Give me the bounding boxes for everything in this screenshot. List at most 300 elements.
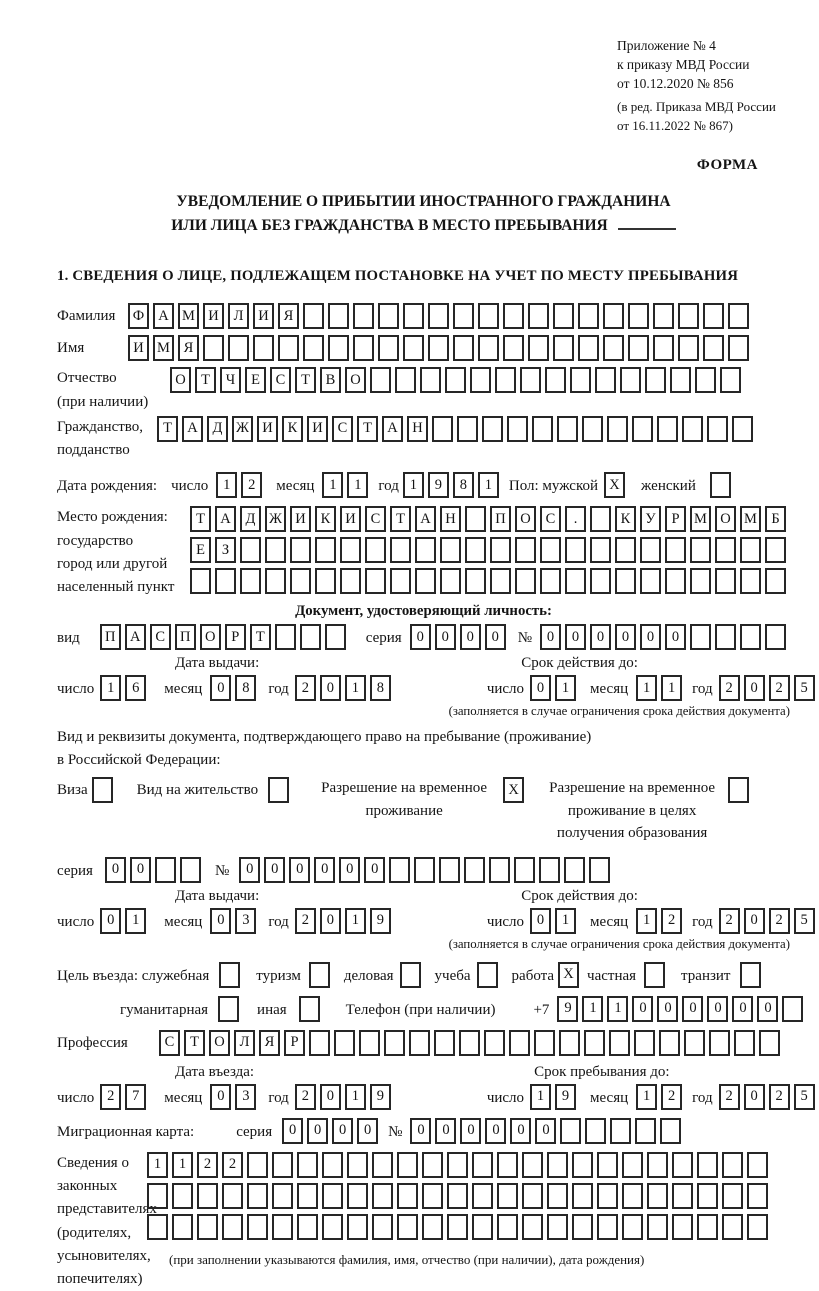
form-cell[interactable]	[172, 1183, 193, 1209]
form-cell[interactable]	[247, 1214, 268, 1240]
permit-issue-month-cells[interactable]	[210, 908, 260, 934]
form-cell[interactable]: 0	[744, 908, 765, 934]
form-cell[interactable]	[397, 1214, 418, 1240]
form-cell[interactable]	[540, 568, 561, 594]
form-cell[interactable]	[628, 303, 649, 329]
birth-month-cells[interactable]	[322, 472, 372, 498]
form-cell[interactable]	[432, 416, 453, 442]
form-cell[interactable]	[684, 1030, 705, 1056]
form-cell[interactable]	[670, 367, 691, 393]
form-cell[interactable]: А	[215, 506, 236, 532]
form-cell[interactable]	[378, 335, 399, 361]
form-cell[interactable]: 2	[769, 908, 790, 934]
doc-issue-month-cells[interactable]	[210, 675, 260, 701]
form-cell[interactable]	[439, 857, 460, 883]
form-cell[interactable]: .	[565, 506, 586, 532]
form-cell[interactable]	[690, 624, 711, 650]
form-cell[interactable]: 0	[210, 908, 231, 934]
form-cell[interactable]: И	[340, 506, 361, 532]
form-cell[interactable]: П	[100, 624, 121, 650]
form-cell[interactable]	[728, 777, 749, 803]
form-cell[interactable]: 0	[590, 624, 611, 650]
form-cell[interactable]	[147, 1183, 168, 1209]
form-cell[interactable]	[172, 1214, 193, 1240]
form-cell[interactable]: 0	[435, 1118, 456, 1144]
form-cell[interactable]	[584, 1030, 605, 1056]
form-cell[interactable]	[322, 1183, 343, 1209]
form-cell[interactable]: Т	[190, 506, 211, 532]
form-cell[interactable]	[722, 1214, 743, 1240]
form-cell[interactable]: 1	[125, 908, 146, 934]
form-cell[interactable]	[522, 1152, 543, 1178]
form-cell[interactable]	[647, 1214, 668, 1240]
form-cell[interactable]	[447, 1152, 468, 1178]
form-cell[interactable]: 0	[640, 624, 661, 650]
form-cell[interactable]: 9	[370, 908, 391, 934]
form-cell[interactable]	[322, 1214, 343, 1240]
surname-cells[interactable]	[128, 303, 753, 329]
entry-month-cells[interactable]	[210, 1084, 260, 1110]
form-cell[interactable]: 0	[732, 996, 753, 1022]
form-cell[interactable]	[395, 367, 416, 393]
profession-cells[interactable]	[159, 1030, 784, 1056]
form-cell[interactable]: Л	[228, 303, 249, 329]
form-cell[interactable]: С	[365, 506, 386, 532]
form-cell[interactable]	[472, 1214, 493, 1240]
form-cell[interactable]: 5	[794, 1084, 815, 1110]
form-cell[interactable]	[397, 1183, 418, 1209]
form-cell[interactable]	[390, 537, 411, 563]
form-cell[interactable]: 0	[615, 624, 636, 650]
form-cell[interactable]: X	[503, 777, 524, 803]
form-cell[interactable]: О	[200, 624, 221, 650]
form-cell[interactable]	[447, 1214, 468, 1240]
form-cell[interactable]	[532, 416, 553, 442]
form-cell[interactable]: Ж	[265, 506, 286, 532]
form-cell[interactable]	[372, 1183, 393, 1209]
form-cell[interactable]: 0	[210, 675, 231, 701]
name-cells[interactable]	[128, 335, 753, 361]
form-cell[interactable]: М	[690, 506, 711, 532]
form-cell[interactable]	[297, 1214, 318, 1240]
form-cell[interactable]	[553, 303, 574, 329]
form-cell[interactable]	[644, 962, 665, 988]
form-cell[interactable]	[622, 1152, 643, 1178]
form-cell[interactable]: Т	[357, 416, 378, 442]
form-cell[interactable]	[203, 335, 224, 361]
form-cell[interactable]	[672, 1214, 693, 1240]
temp-residence-edu-checkbox[interactable]	[728, 777, 753, 803]
form-cell[interactable]	[515, 537, 536, 563]
form-cell[interactable]	[422, 1214, 443, 1240]
purpose-official-checkbox[interactable]	[219, 962, 244, 988]
form-cell[interactable]	[560, 1118, 581, 1144]
representatives-row2-cells[interactable]	[147, 1183, 772, 1209]
form-cell[interactable]: 1	[607, 996, 628, 1022]
purpose-tourism-checkbox[interactable]	[309, 962, 334, 988]
permit-issue-day-cells[interactable]	[100, 908, 150, 934]
form-cell[interactable]	[465, 537, 486, 563]
form-cell[interactable]	[490, 568, 511, 594]
form-cell[interactable]: 2	[222, 1152, 243, 1178]
form-cell[interactable]	[422, 1152, 443, 1178]
sex-female-checkbox[interactable]	[710, 472, 735, 498]
form-cell[interactable]	[265, 568, 286, 594]
form-cell[interactable]	[389, 857, 410, 883]
form-cell[interactable]	[464, 857, 485, 883]
form-cell[interactable]	[528, 303, 549, 329]
form-cell[interactable]	[660, 1118, 681, 1144]
form-cell[interactable]: 1	[345, 675, 366, 701]
form-cell[interactable]	[765, 624, 786, 650]
form-cell[interactable]	[765, 568, 786, 594]
temp-residence-checkbox[interactable]	[503, 777, 528, 803]
form-cell[interactable]	[607, 416, 628, 442]
form-cell[interactable]	[665, 537, 686, 563]
form-cell[interactable]: 9	[555, 1084, 576, 1110]
form-cell[interactable]	[240, 568, 261, 594]
form-cell[interactable]: 1	[636, 908, 657, 934]
form-cell[interactable]: 0	[410, 624, 431, 650]
form-cell[interactable]	[347, 1183, 368, 1209]
form-cell[interactable]	[495, 367, 516, 393]
form-cell[interactable]	[640, 568, 661, 594]
form-cell[interactable]	[603, 335, 624, 361]
form-cell[interactable]: 2	[719, 1084, 740, 1110]
form-cell[interactable]: С	[540, 506, 561, 532]
form-cell[interactable]: О	[515, 506, 536, 532]
form-cell[interactable]	[707, 416, 728, 442]
form-cell[interactable]	[428, 303, 449, 329]
form-cell[interactable]	[732, 416, 753, 442]
form-cell[interactable]	[728, 303, 749, 329]
form-cell[interactable]	[215, 568, 236, 594]
form-cell[interactable]	[478, 335, 499, 361]
form-cell[interactable]	[722, 1183, 743, 1209]
form-cell[interactable]: 2	[719, 675, 740, 701]
form-cell[interactable]: 2	[100, 1084, 121, 1110]
form-cell[interactable]: 2	[295, 908, 316, 934]
form-cell[interactable]	[609, 1030, 630, 1056]
form-cell[interactable]	[620, 367, 641, 393]
form-cell[interactable]	[570, 367, 591, 393]
form-cell[interactable]: 2	[241, 472, 262, 498]
form-cell[interactable]	[299, 996, 320, 1022]
form-cell[interactable]	[697, 1183, 718, 1209]
form-cell[interactable]: 1	[345, 908, 366, 934]
form-cell[interactable]: Т	[250, 624, 271, 650]
doc-valid-month-cells[interactable]	[636, 675, 686, 701]
form-cell[interactable]	[509, 1030, 530, 1056]
form-cell[interactable]	[634, 1030, 655, 1056]
form-cell[interactable]	[347, 1152, 368, 1178]
form-cell[interactable]	[503, 303, 524, 329]
form-cell[interactable]	[428, 335, 449, 361]
form-cell[interactable]	[547, 1183, 568, 1209]
form-cell[interactable]	[740, 962, 761, 988]
form-cell[interactable]	[615, 568, 636, 594]
form-cell[interactable]	[590, 568, 611, 594]
form-cell[interactable]: 1	[172, 1152, 193, 1178]
form-cell[interactable]	[268, 777, 289, 803]
form-cell[interactable]: И	[128, 335, 149, 361]
form-cell[interactable]: 0	[707, 996, 728, 1022]
form-cell[interactable]	[190, 568, 211, 594]
form-cell[interactable]: 1	[403, 472, 424, 498]
form-cell[interactable]	[715, 624, 736, 650]
form-cell[interactable]	[303, 335, 324, 361]
form-cell[interactable]: 0	[100, 908, 121, 934]
form-cell[interactable]: У	[640, 506, 661, 532]
form-cell[interactable]	[657, 416, 678, 442]
form-cell[interactable]	[297, 1183, 318, 1209]
form-cell[interactable]: Л	[234, 1030, 255, 1056]
form-cell[interactable]: 8	[453, 472, 474, 498]
form-cell[interactable]: 8	[370, 675, 391, 701]
form-cell[interactable]	[322, 1152, 343, 1178]
form-cell[interactable]: М	[740, 506, 761, 532]
form-cell[interactable]	[615, 537, 636, 563]
form-cell[interactable]	[547, 1152, 568, 1178]
form-cell[interactable]: В	[320, 367, 341, 393]
form-cell[interactable]	[597, 1214, 618, 1240]
doc-issue-year-cells[interactable]	[295, 675, 395, 701]
form-cell[interactable]: 0	[535, 1118, 556, 1144]
form-cell[interactable]: 0	[282, 1118, 303, 1144]
form-cell[interactable]: 0	[339, 857, 360, 883]
doc-series-cells[interactable]	[410, 624, 510, 650]
form-cell[interactable]: 0	[210, 1084, 231, 1110]
form-cell[interactable]: Е	[190, 537, 211, 563]
form-cell[interactable]	[697, 1214, 718, 1240]
form-cell[interactable]	[489, 857, 510, 883]
purpose-humanitarian-checkbox[interactable]	[218, 996, 243, 1022]
form-cell[interactable]	[272, 1214, 293, 1240]
form-cell[interactable]	[645, 367, 666, 393]
form-cell[interactable]	[415, 568, 436, 594]
form-cell[interactable]	[219, 962, 240, 988]
form-cell[interactable]	[590, 537, 611, 563]
form-cell[interactable]	[484, 1030, 505, 1056]
form-cell[interactable]: 0	[757, 996, 778, 1022]
form-cell[interactable]: К	[615, 506, 636, 532]
permit-valid-year-cells[interactable]	[719, 908, 819, 934]
form-cell[interactable]: Р	[284, 1030, 305, 1056]
form-cell[interactable]	[482, 416, 503, 442]
form-cell[interactable]	[465, 506, 486, 532]
form-cell[interactable]: 0	[460, 1118, 481, 1144]
permit-valid-day-cells[interactable]	[530, 908, 580, 934]
form-cell[interactable]: 0	[320, 908, 341, 934]
form-cell[interactable]	[622, 1214, 643, 1240]
form-cell[interactable]	[275, 624, 296, 650]
form-cell[interactable]	[678, 335, 699, 361]
form-cell[interactable]: 2	[769, 1084, 790, 1110]
form-cell[interactable]: 1	[100, 675, 121, 701]
form-cell[interactable]	[372, 1214, 393, 1240]
birthplace-row1-cells[interactable]	[190, 506, 790, 532]
form-cell[interactable]: 0	[264, 857, 285, 883]
purpose-transit-checkbox[interactable]	[740, 962, 765, 988]
form-cell[interactable]	[553, 335, 574, 361]
permit-series-cells[interactable]	[105, 857, 205, 883]
form-cell[interactable]: 0	[364, 857, 385, 883]
form-cell[interactable]: 2	[197, 1152, 218, 1178]
form-cell[interactable]: 1	[555, 675, 576, 701]
birthplace-row2-cells[interactable]	[190, 537, 790, 563]
form-cell[interactable]: 1	[478, 472, 499, 498]
form-cell[interactable]	[747, 1183, 768, 1209]
form-cell[interactable]: 3	[235, 908, 256, 934]
form-cell[interactable]	[515, 568, 536, 594]
form-cell[interactable]	[740, 537, 761, 563]
form-cell[interactable]	[290, 568, 311, 594]
form-cell[interactable]	[477, 962, 498, 988]
form-cell[interactable]	[390, 568, 411, 594]
form-cell[interactable]: Д	[207, 416, 228, 442]
form-cell[interactable]	[653, 335, 674, 361]
form-cell[interactable]	[585, 1118, 606, 1144]
purpose-study-checkbox[interactable]	[477, 962, 502, 988]
form-cell[interactable]: 0	[744, 1084, 765, 1110]
form-cell[interactable]: 9	[428, 472, 449, 498]
form-cell[interactable]	[415, 537, 436, 563]
form-cell[interactable]	[695, 367, 716, 393]
form-cell[interactable]	[547, 1214, 568, 1240]
form-cell[interactable]	[459, 1030, 480, 1056]
form-cell[interactable]: 8	[235, 675, 256, 701]
form-cell[interactable]	[347, 1214, 368, 1240]
form-cell[interactable]	[422, 1183, 443, 1209]
form-cell[interactable]	[522, 1214, 543, 1240]
form-cell[interactable]: Ч	[220, 367, 241, 393]
form-cell[interactable]: 0	[289, 857, 310, 883]
form-cell[interactable]	[610, 1118, 631, 1144]
sex-male-checkbox[interactable]	[604, 472, 629, 498]
form-cell[interactable]: 1	[216, 472, 237, 498]
form-cell[interactable]: 0	[357, 1118, 378, 1144]
form-cell[interactable]	[253, 335, 274, 361]
form-cell[interactable]	[572, 1183, 593, 1209]
form-cell[interactable]: Я	[178, 335, 199, 361]
form-cell[interactable]: С	[332, 416, 353, 442]
form-cell[interactable]	[147, 1214, 168, 1240]
form-cell[interactable]	[472, 1183, 493, 1209]
form-cell[interactable]	[497, 1214, 518, 1240]
form-cell[interactable]: Н	[407, 416, 428, 442]
form-cell[interactable]: 0	[744, 675, 765, 701]
form-cell[interactable]	[490, 537, 511, 563]
form-cell[interactable]	[315, 537, 336, 563]
form-cell[interactable]	[635, 1118, 656, 1144]
permit-number-cells[interactable]	[239, 857, 614, 883]
form-cell[interactable]	[514, 857, 535, 883]
form-cell[interactable]	[180, 857, 201, 883]
stay-day-cells[interactable]	[530, 1084, 580, 1110]
form-cell[interactable]	[540, 537, 561, 563]
form-cell[interactable]	[632, 416, 653, 442]
form-cell[interactable]	[503, 335, 524, 361]
form-cell[interactable]	[414, 857, 435, 883]
form-cell[interactable]	[572, 1152, 593, 1178]
form-cell[interactable]: А	[153, 303, 174, 329]
form-cell[interactable]	[589, 857, 610, 883]
form-cell[interactable]: О	[209, 1030, 230, 1056]
form-cell[interactable]	[647, 1183, 668, 1209]
form-cell[interactable]: А	[125, 624, 146, 650]
form-cell[interactable]: 0	[665, 624, 686, 650]
form-cell[interactable]: Р	[665, 506, 686, 532]
form-cell[interactable]: Т	[157, 416, 178, 442]
form-cell[interactable]	[747, 1152, 768, 1178]
form-cell[interactable]: 0	[540, 624, 561, 650]
form-cell[interactable]: 6	[125, 675, 146, 701]
form-cell[interactable]: 1	[347, 472, 368, 498]
form-cell[interactable]	[765, 537, 786, 563]
form-cell[interactable]	[440, 537, 461, 563]
form-cell[interactable]: 0	[485, 624, 506, 650]
form-cell[interactable]	[325, 624, 346, 650]
birthplace-row3-cells[interactable]	[190, 568, 790, 594]
form-cell[interactable]: Н	[440, 506, 461, 532]
form-cell[interactable]	[400, 962, 421, 988]
form-cell[interactable]: 0	[530, 908, 551, 934]
form-cell[interactable]	[272, 1183, 293, 1209]
form-cell[interactable]: А	[182, 416, 203, 442]
form-cell[interactable]	[378, 303, 399, 329]
form-cell[interactable]	[640, 537, 661, 563]
form-cell[interactable]: 0	[485, 1118, 506, 1144]
form-cell[interactable]	[672, 1183, 693, 1209]
form-cell[interactable]: П	[490, 506, 511, 532]
form-cell[interactable]	[457, 416, 478, 442]
form-cell[interactable]: 1	[147, 1152, 168, 1178]
phone-cells[interactable]	[557, 996, 807, 1022]
purpose-business-checkbox[interactable]	[400, 962, 425, 988]
form-cell[interactable]: Я	[259, 1030, 280, 1056]
form-cell[interactable]	[578, 335, 599, 361]
form-cell[interactable]	[272, 1152, 293, 1178]
form-cell[interactable]: Т	[195, 367, 216, 393]
form-cell[interactable]	[497, 1183, 518, 1209]
form-cell[interactable]: Е	[245, 367, 266, 393]
entry-year-cells[interactable]	[295, 1084, 395, 1110]
form-cell[interactable]: 2	[769, 675, 790, 701]
form-cell[interactable]	[740, 624, 761, 650]
form-cell[interactable]	[372, 1152, 393, 1178]
form-cell[interactable]: 2	[719, 908, 740, 934]
form-cell[interactable]: 0	[130, 857, 151, 883]
birth-year-cells[interactable]	[403, 472, 503, 498]
form-cell[interactable]	[222, 1183, 243, 1209]
form-cell[interactable]: X	[558, 962, 579, 988]
form-cell[interactable]: О	[715, 506, 736, 532]
form-cell[interactable]	[597, 1152, 618, 1178]
form-cell[interactable]	[597, 1183, 618, 1209]
form-cell[interactable]	[722, 1152, 743, 1178]
form-cell[interactable]: 0	[530, 675, 551, 701]
form-cell[interactable]: Я	[278, 303, 299, 329]
form-cell[interactable]: Б	[765, 506, 786, 532]
form-cell[interactable]: И	[253, 303, 274, 329]
form-cell[interactable]	[710, 472, 731, 498]
form-cell[interactable]	[300, 624, 321, 650]
form-cell[interactable]: 5	[794, 908, 815, 934]
form-cell[interactable]: X	[604, 472, 625, 498]
form-cell[interactable]	[522, 1183, 543, 1209]
form-cell[interactable]: 0	[510, 1118, 531, 1144]
form-cell[interactable]: 1	[555, 908, 576, 934]
